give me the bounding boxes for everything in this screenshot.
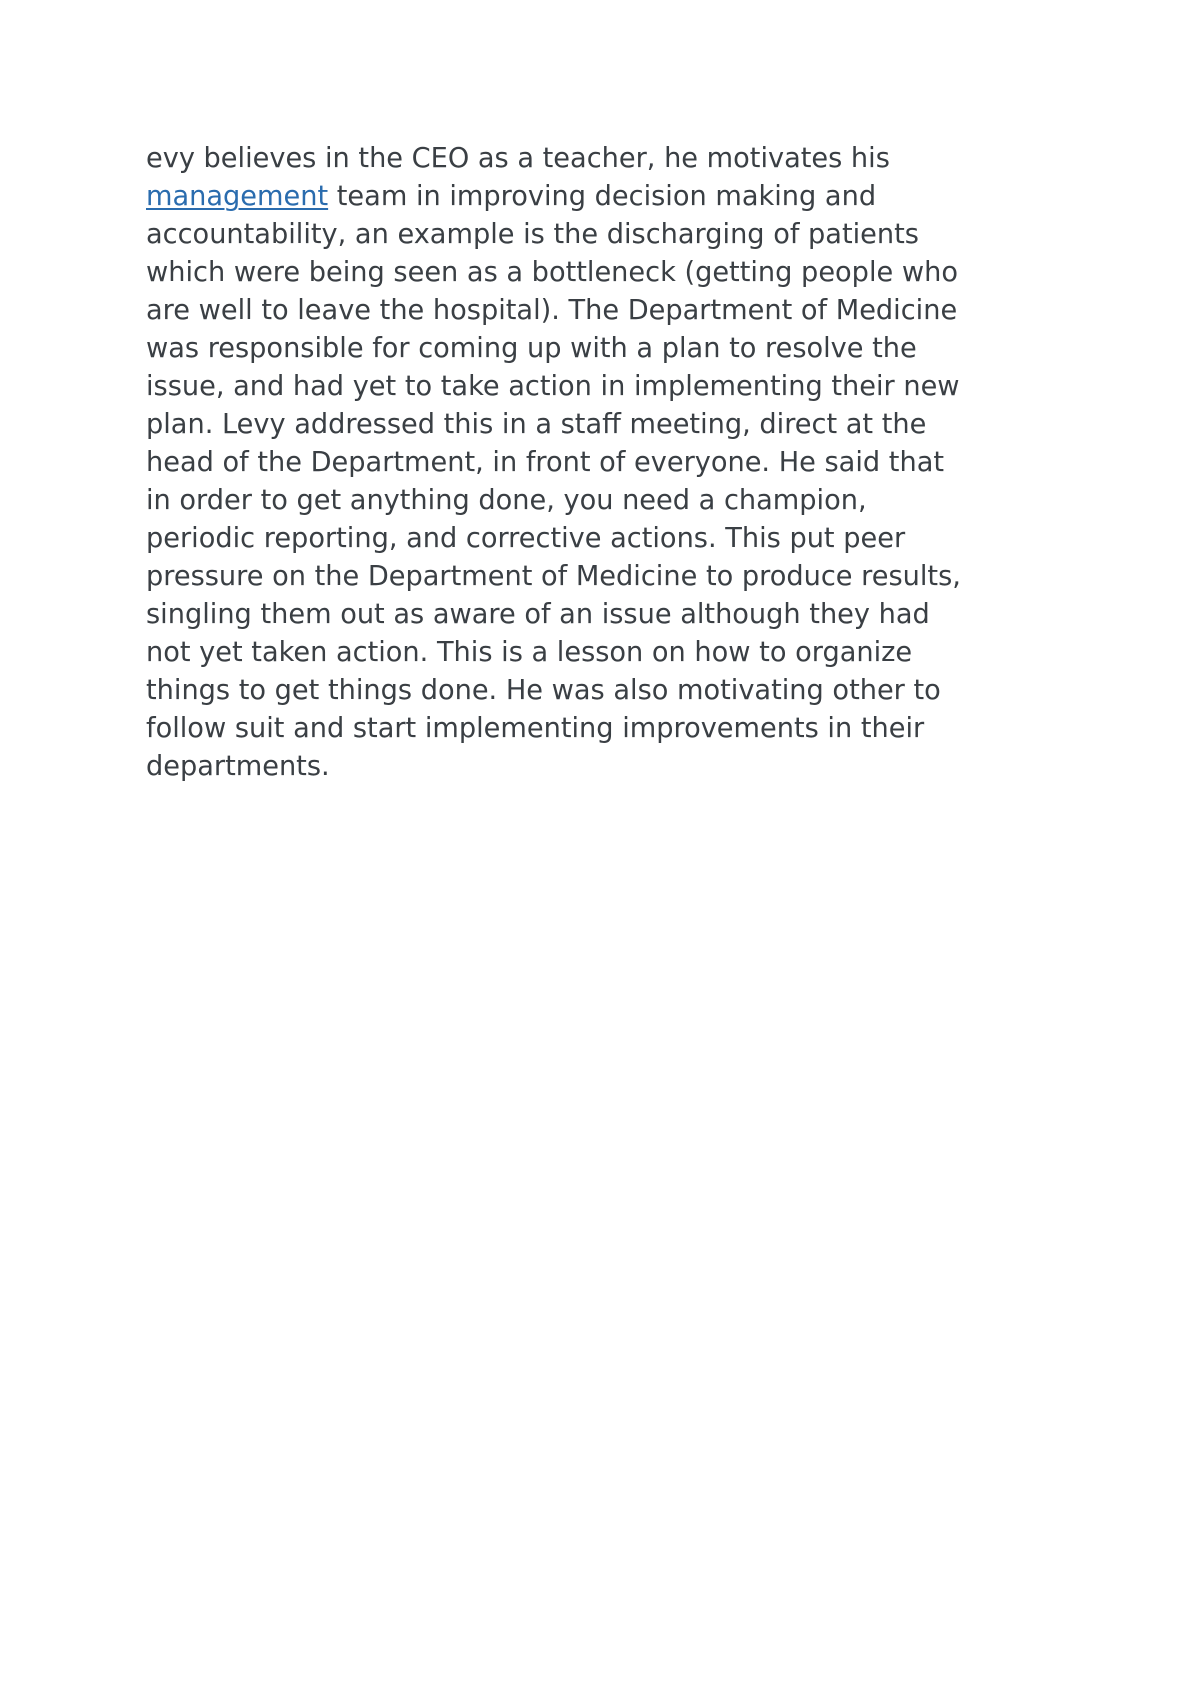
paragraph-line: things to get things done. He was also motivating other to: [146, 675, 941, 706]
paragraph-line: pressure on the Department of Medicine to produce results,: [146, 561, 961, 592]
paragraph-line: follow suit and start implementing improvements in their: [146, 713, 925, 744]
paragraph-line: evy believes in the CEO as a teacher, he motivates his: [146, 143, 890, 174]
paragraph-line: [146, 178, 1076, 216]
paragraph-line: are well to leave the hospital). The Department of Medicine: [146, 295, 958, 326]
paragraph-line: issue, and had yet to take action in implementing their new: [146, 371, 960, 402]
paragraph-line: in order to get anything done, you need a champion,: [146, 485, 867, 516]
paragraph-line: which were being seen as a bottleneck (getting people who: [146, 257, 958, 288]
paragraph-line: accountability, an example is the discharging of patients: [146, 219, 919, 250]
paragraph-line: head of the Department, in front of everyone. He said that: [146, 447, 945, 478]
paragraph-line: departments.: [146, 751, 330, 782]
paragraph-line: singling them out as aware of an issue although they had: [146, 599, 930, 630]
paragraph-line: not yet taken action. This is a lesson on how to organize: [146, 637, 913, 668]
paragraph-line-text: team in improving decision making and: [328, 181, 877, 212]
paragraph-line: plan. Levy addressed this in a staff meeting, direct at the: [146, 409, 927, 440]
management-link[interactable]: management: [146, 181, 329, 212]
body-paragraph: [146, 140, 1076, 786]
paragraph-line: was responsible for coming up with a plan to resolve the: [146, 333, 917, 364]
paragraph-line: periodic reporting, and corrective actions. This put peer: [146, 523, 906, 554]
